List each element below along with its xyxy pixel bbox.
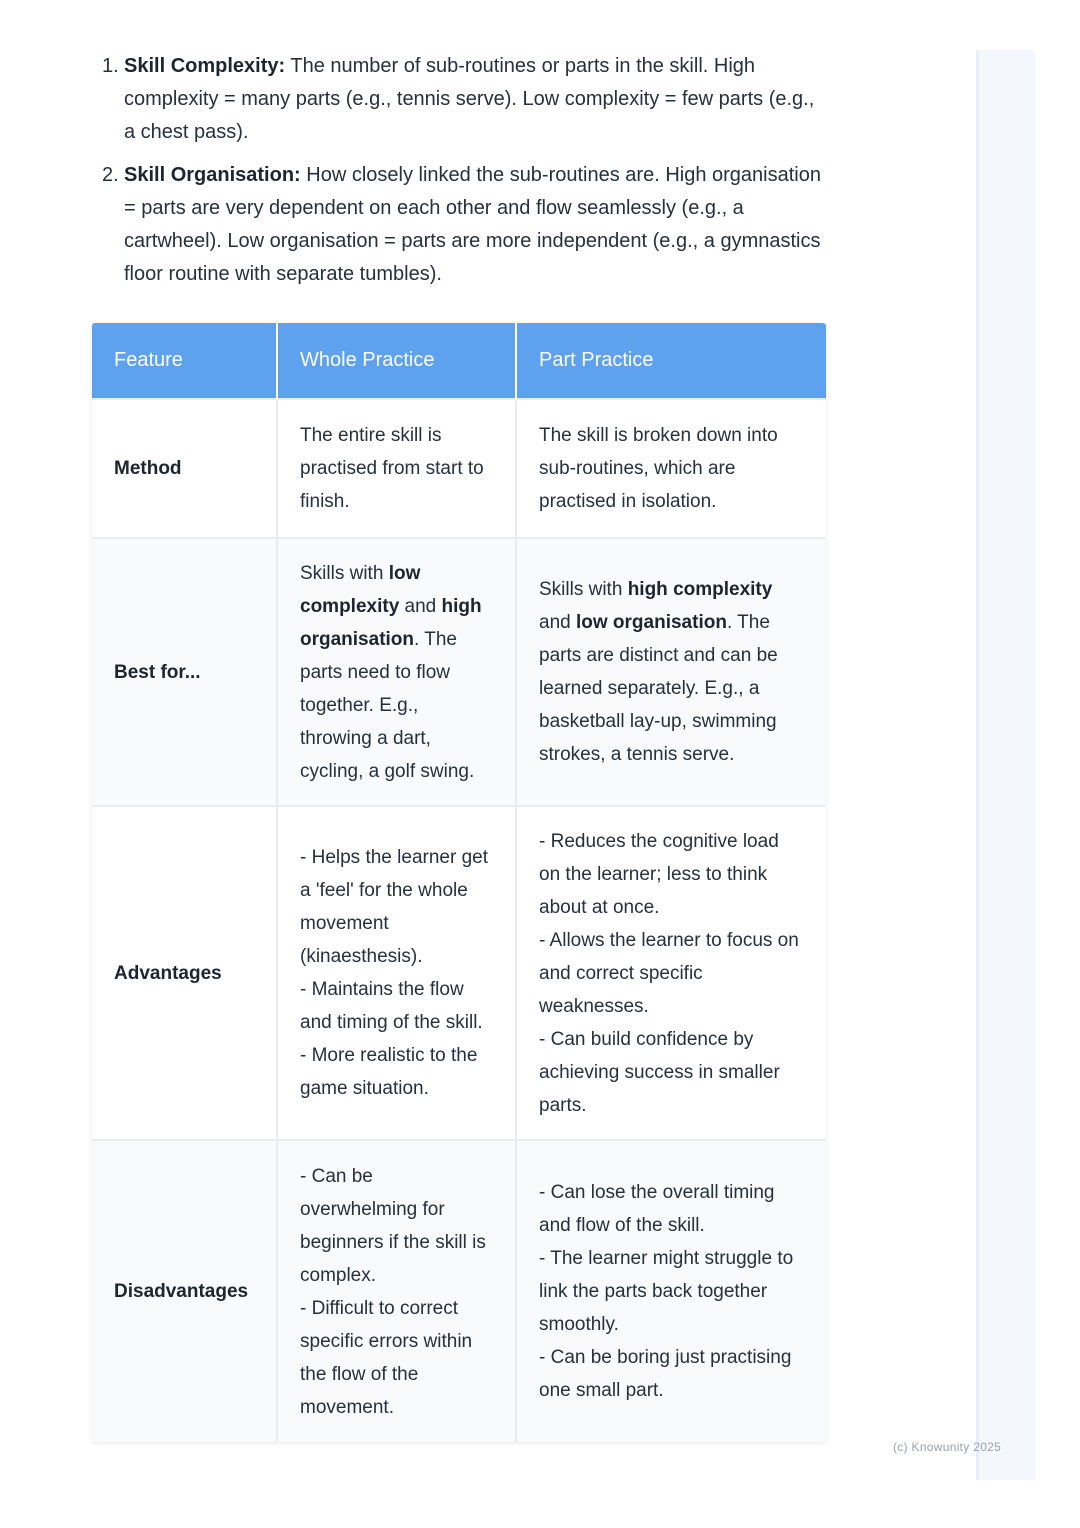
bullet-line: - Can be overwhelming for beginners if the skill is complex. xyxy=(300,1165,486,1286)
definition-text: The number of sub-routines or parts in the skill. High complexity = many parts (e.g., tennis serve). Low complexity = few parts (e.g., a chest pass). xyxy=(124,55,815,143)
bullet-line: - More realistic to the game situation. xyxy=(300,1045,478,1099)
cell-text: . The parts need to flow together. E.g., throwing a dart, cycling, a golf swing. xyxy=(300,628,475,782)
bold-text: high complexity xyxy=(627,579,773,600)
cell-text: Skills with xyxy=(539,579,628,600)
whole-practice-cell: The entire skill is practised from start to finish. xyxy=(277,399,516,538)
table-row-best-for xyxy=(92,538,826,806)
cell-text: . The parts are distinct and can be learned separately. E.g., a basketball lay-up, swimming strokes, a tennis serve. xyxy=(539,612,778,765)
bullet-line: - Can be boring just practising one small part. xyxy=(539,1347,792,1401)
bullet-line: - Difficult to correct specific errors within the flow of the movement. xyxy=(300,1297,473,1418)
bullet-line: - Can lose the overall timing and flow of the skill. xyxy=(539,1182,775,1236)
skill-criteria-list xyxy=(100,50,830,301)
whole-practice-cell xyxy=(277,538,516,806)
table-row-method xyxy=(92,399,826,538)
feature-cell: Advantages xyxy=(92,806,277,1140)
table-header-row xyxy=(92,323,826,399)
bullet-line: - Reduces the cognitive load on the learner; less to think about at once. xyxy=(539,830,779,918)
part-practice-cell: The skill is broken down into sub-routines, which are practised in isolation. xyxy=(516,399,826,538)
header-feature: Feature xyxy=(92,323,277,399)
table-row-advantages xyxy=(92,806,826,1140)
cell-text: Skills with xyxy=(300,562,389,584)
bullet-line: - Maintains the flow and timing of the skill. xyxy=(300,979,483,1033)
feature-cell: Disadvantages xyxy=(92,1140,277,1442)
list-item xyxy=(100,159,830,291)
whole-practice-cell xyxy=(277,806,516,1140)
part-practice-cell xyxy=(516,1140,826,1442)
list-number: 1. xyxy=(102,55,119,77)
bullet-line: - Can build confidence by achieving success in smaller parts. xyxy=(539,1028,780,1116)
bold-text: high organisation xyxy=(300,595,482,650)
cell-text: and xyxy=(539,612,576,633)
bullet-line: - Helps the learner get a 'feel' for the whole movement (kinaesthesis). xyxy=(300,847,488,967)
right-margin-strip xyxy=(976,50,1035,1480)
whole-practice-cell xyxy=(277,1140,516,1442)
part-practice-cell xyxy=(516,538,826,806)
term-skill-complexity: Skill Complexity: xyxy=(124,55,286,77)
bullet-line: - Allows the learner to focus on and correct specific weaknesses. xyxy=(539,929,799,1017)
bold-text: low complexity xyxy=(300,562,421,617)
cell-text: and xyxy=(399,595,442,617)
header-whole-practice: Whole Practice xyxy=(277,323,516,399)
definition-text: How closely linked the sub-routines are. High organisation = parts are very dependent on each other and flow seamlessly (e.g., a cartwheel). Low organisation = parts are more independent (e.g., a gymnastics floor routine with separate tumbles). xyxy=(124,164,821,285)
bold-text: low organisation xyxy=(575,612,727,633)
feature-cell: Method xyxy=(92,399,277,538)
bullet-line: - The learner might struggle to link the parts back together smoothly. xyxy=(539,1248,794,1335)
header-part-practice: Part Practice xyxy=(516,323,826,399)
practice-comparison-table xyxy=(92,323,826,1442)
feature-cell: Best for... xyxy=(92,538,277,806)
list-item xyxy=(100,50,830,149)
term-skill-organisation: Skill Organisation: xyxy=(124,164,301,186)
part-practice-cell xyxy=(516,806,826,1140)
list-number: 2. xyxy=(102,164,119,186)
copyright-footer: (c) Knowunity 2025 xyxy=(893,1440,1002,1454)
table-row-disadvantages xyxy=(92,1140,826,1442)
